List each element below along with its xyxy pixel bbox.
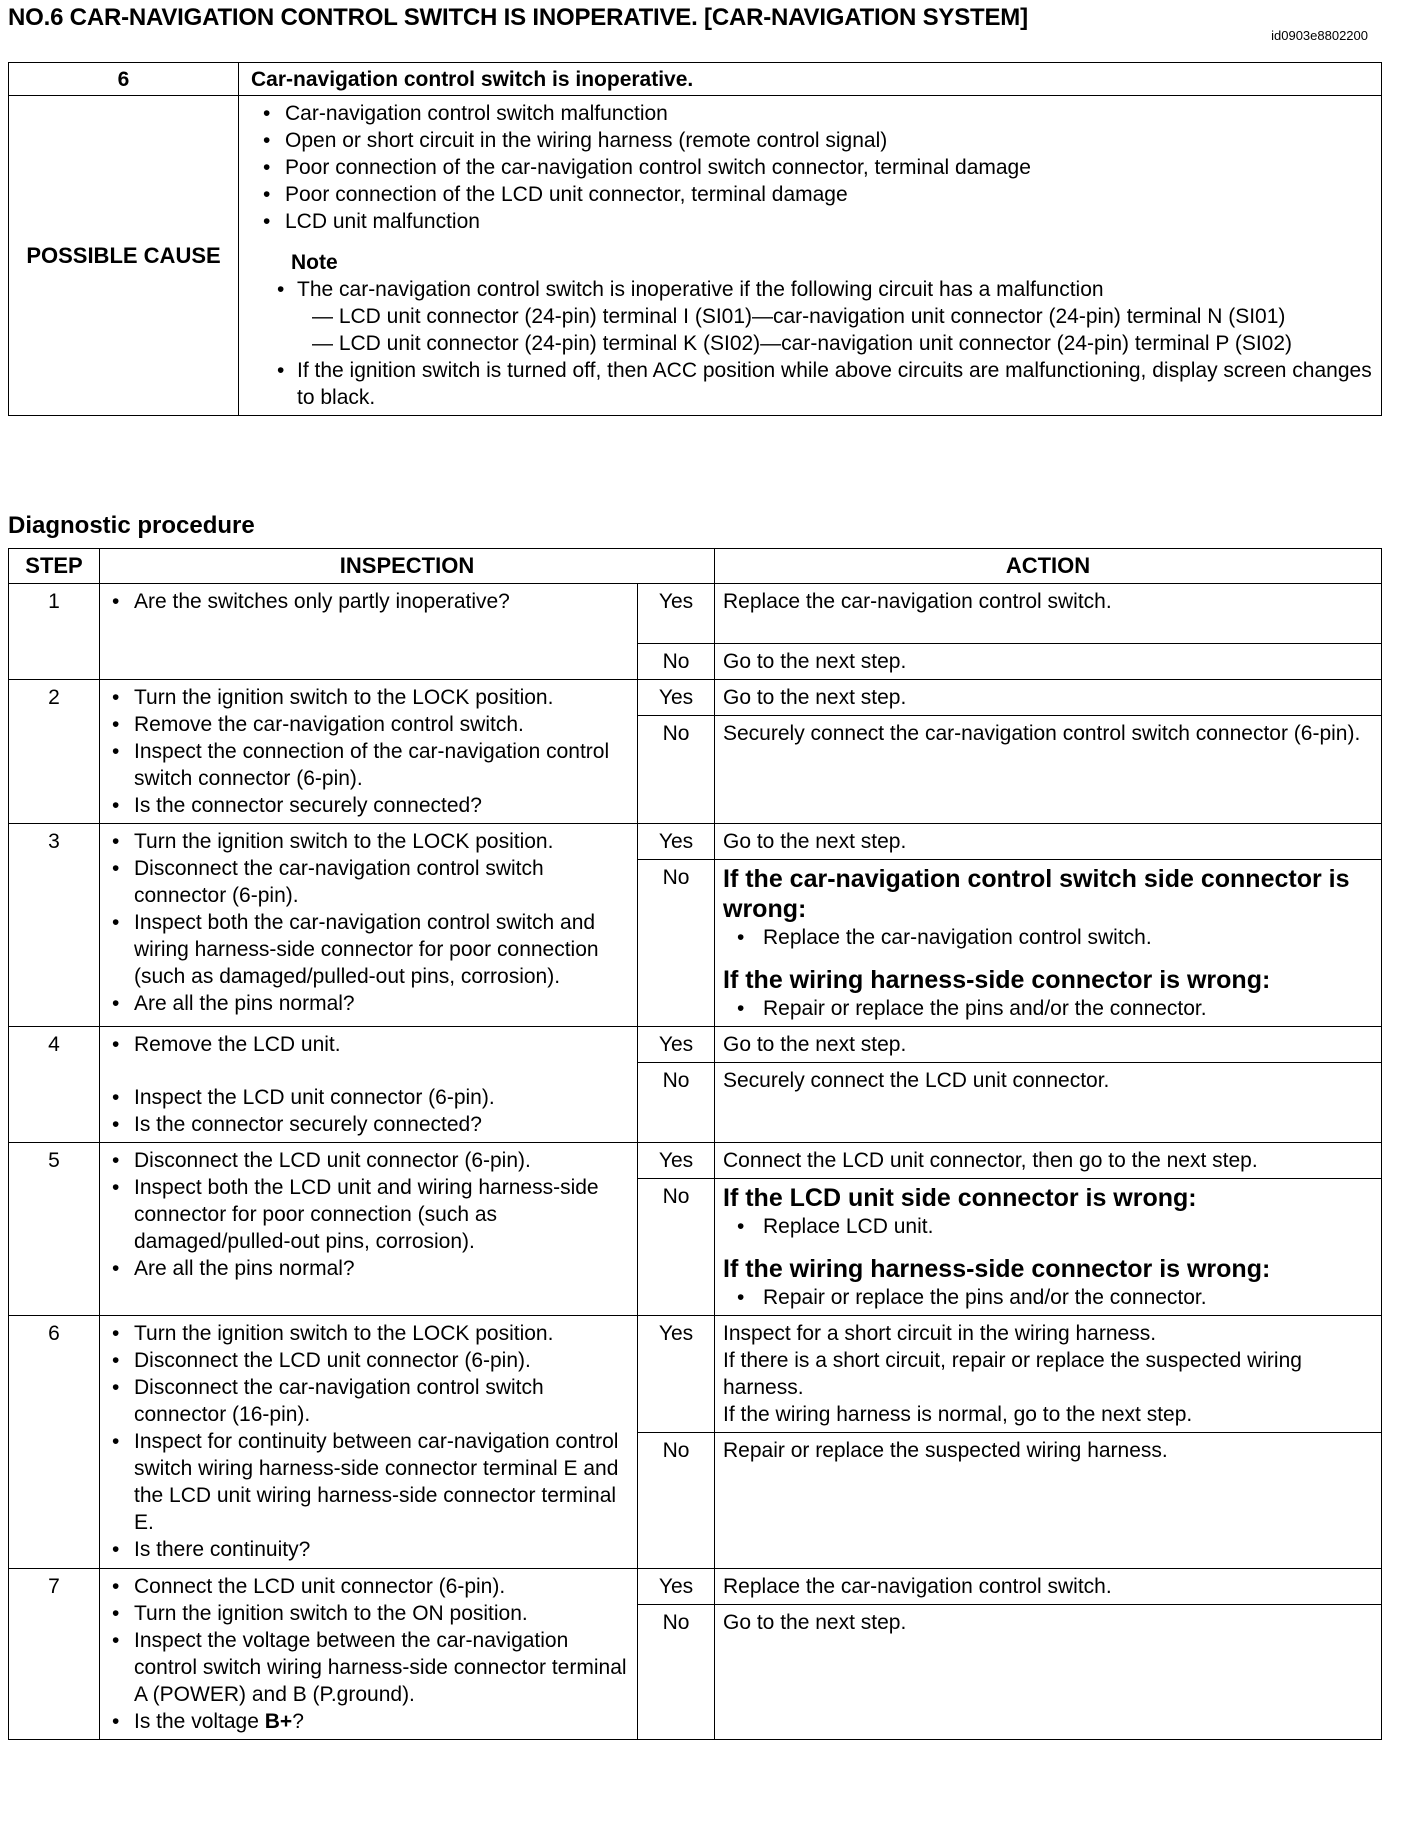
yes-label: Yes [638, 680, 715, 716]
yes-action [715, 1316, 1382, 1433]
inspection-item: • Are all the pins normal? [100, 990, 633, 1017]
step-inspection [100, 1143, 638, 1316]
no-action-item: • Replace LCD unit. [723, 1213, 1375, 1240]
cause-item: • Open or short circuit in the wiring harness (remote control signal) [251, 127, 1373, 154]
yes-action: Go to the next step. [715, 824, 1382, 860]
inspection-item: • Disconnect the LCD unit connector (6-pin). [100, 1147, 633, 1174]
inspection-item: • Are all the pins normal? [100, 1255, 633, 1282]
step-number: 3 [9, 824, 100, 1027]
yes-action: Go to the next step. [715, 680, 1382, 716]
col-step-header: STEP [9, 549, 100, 584]
step-number: 2 [9, 680, 100, 824]
step-inspection [100, 824, 638, 1027]
no-action-heading: If the wiring harness-side connector is wrong: [723, 1255, 1271, 1283]
no-action: Securely connect the car-navigation control switch connector (6-pin). [715, 716, 1382, 824]
no-action: Go to the next step. [715, 644, 1382, 680]
step-number: 7 [9, 1569, 100, 1740]
step-number: 6 [9, 1316, 100, 1569]
inspection-text: ? [292, 1710, 304, 1733]
inspection-item: • Are the switches only partly inoperative? [100, 588, 633, 615]
step-inspection [100, 680, 638, 824]
yes-action-line: If there is a short circuit, repair or replace the suspected wiring harness. [723, 1349, 1302, 1399]
inspection-item: • Connect the LCD unit connector (6-pin). [100, 1573, 633, 1600]
no-label: No [638, 644, 715, 680]
no-action-item: • Repair or replace the pins and/or the connector. [723, 995, 1375, 1022]
note-list-2 [251, 357, 1373, 411]
no-action-item: • Repair or replace the pins and/or the connector. [723, 1284, 1375, 1311]
inspection-item: • Turn the ignition switch to the ON position. [100, 1600, 633, 1627]
inspection-item: • Is there continuity? [100, 1536, 633, 1563]
no-action [715, 1179, 1382, 1316]
no-label: No [638, 1605, 715, 1740]
inspection-item: • Inspect both the LCD unit and wiring harness-side connector for poor connection (such as damaged/pulled-out pins, corrosion). [100, 1174, 633, 1255]
col-action-header: ACTION [715, 549, 1382, 584]
inspection-item: • Disconnect the car-navigation control switch connector (16-pin). [100, 1374, 633, 1428]
step-inspection [100, 1569, 638, 1740]
yes-label: Yes [638, 824, 715, 860]
inspection-item: • Remove the LCD unit. [100, 1031, 633, 1058]
no-action [715, 860, 1382, 1027]
note-item [259, 276, 1373, 303]
step-number: 5 [9, 1143, 100, 1316]
yes-action: Go to the next step. [715, 1027, 1382, 1063]
inspection-item: • Disconnect the car-navigation control switch connector (6-pin). [100, 855, 633, 909]
yes-action: Replace the car-navigation control switch. [715, 1569, 1382, 1605]
yes-action: Replace the car-navigation control switch. [715, 584, 1382, 644]
no-action: Securely connect the LCD unit connector. [715, 1063, 1382, 1143]
col-inspection-header: INSPECTION [100, 549, 715, 584]
no-action: Repair or replace the suspected wiring harness. [715, 1433, 1382, 1569]
inspection-item: • Inspect the connection of the car-navigation control switch connector (6-pin). [100, 738, 633, 792]
no-action: Go to the next step. [715, 1605, 1382, 1740]
step-inspection [100, 1027, 638, 1143]
note-title: Note [291, 251, 338, 274]
diagnostic-table [8, 548, 1382, 1740]
diagnostic-procedure-heading: Diagnostic procedure [8, 512, 255, 539]
no-label: No [638, 860, 715, 1027]
note-list [251, 276, 1373, 303]
inspection-item: • Is the connector securely connected? [100, 792, 633, 819]
yes-label: Yes [638, 1569, 715, 1605]
symptom-title: Car-navigation control switch is inoperative. [239, 63, 1382, 96]
possible-cause-label: POSSIBLE CAUSE [9, 96, 239, 416]
no-action-heading: If the LCD unit side connector is wrong: [723, 1184, 1197, 1212]
yes-action-line: Inspect for a short circuit in the wiring harness. [723, 1322, 1157, 1345]
cause-item: • Poor connection of the LCD unit connector, terminal damage [251, 181, 1373, 208]
step-inspection [100, 1316, 638, 1569]
note-item: • If the ignition switch is turned off, then ACC position while above circuits are malfunctioning, display screen changes to black. [259, 357, 1373, 411]
inspection-item [100, 1708, 633, 1735]
inspection-item: • Disconnect the LCD unit connector (6-pin). [100, 1347, 633, 1374]
possible-cause-table [8, 62, 1382, 416]
step-inspection [100, 584, 638, 680]
inspection-item: • Inspect the LCD unit connector (6-pin). [100, 1084, 633, 1111]
yes-action-line: If the wiring harness is normal, go to the next step. [723, 1403, 1193, 1426]
no-label: No [638, 716, 715, 824]
voltage-value: B+ [264, 1710, 293, 1733]
symptom-number: 6 [9, 63, 239, 96]
inspection-item: • Inspect for continuity between car-navigation control switch wiring harness-side connector terminal E and the LCD unit wiring harness-side connector terminal E. [100, 1428, 633, 1536]
page-title: NO.6 CAR-NAVIGATION CONTROL SWITCH IS INOPERATIVE. [CAR-NAVIGATION SYSTEM] [8, 4, 1028, 31]
no-action-heading: If the car-navigation control switch side connector is wrong: [723, 865, 1350, 923]
no-label: No [638, 1179, 715, 1316]
note-circuit-2: — LCD unit connector (24-pin) terminal K (SI02)—car-navigation unit connector (24-pin) terminal P (SI02) [312, 332, 1293, 355]
yes-action: Connect the LCD unit connector, then go to the next step. [715, 1143, 1382, 1179]
inspection-item: • Turn the ignition switch to the LOCK position. [100, 828, 633, 855]
yes-label: Yes [638, 584, 715, 644]
inspection-text: Is the voltage [134, 1710, 265, 1733]
step-number: 1 [9, 584, 100, 680]
inspection-item: • Turn the ignition switch to the LOCK position. [100, 1320, 633, 1347]
cause-item: • Car-navigation control switch malfunction [251, 100, 1373, 127]
inspection-item: • Is the connector securely connected? [100, 1111, 633, 1138]
cause-item: • Poor connection of the car-navigation control switch connector, terminal damage [251, 154, 1373, 181]
step-number: 4 [9, 1027, 100, 1143]
inspection-item: • Inspect the voltage between the car-navigation control switch wiring harness-side connector terminal A (POWER) and B (P.ground). [100, 1627, 633, 1708]
no-label: No [638, 1063, 715, 1143]
yes-label: Yes [638, 1143, 715, 1179]
inspection-item: • Remove the car-navigation control switch. [100, 711, 633, 738]
possible-cause-body [239, 96, 1382, 416]
inspection-item: • Turn the ignition switch to the LOCK position. [100, 684, 633, 711]
note-text: • The car-navigation control switch is inoperative if the following circuit has a malfunction [297, 278, 1104, 301]
yes-label: Yes [638, 1316, 715, 1433]
cause-list [251, 100, 1373, 235]
no-action-heading: If the wiring harness-side connector is wrong: [723, 966, 1271, 994]
no-label: No [638, 1433, 715, 1569]
cause-item: • LCD unit malfunction [251, 208, 1373, 235]
yes-label: Yes [638, 1027, 715, 1063]
inspection-item: • Inspect both the car-navigation control switch and wiring harness-side connector for poor connection (such as damaged/pulled-out pins, corrosion). [100, 909, 633, 990]
document-id: id0903e8802200 [1271, 28, 1368, 43]
no-action-item: • Replace the car-navigation control switch. [723, 924, 1375, 951]
note-circuit-1: — LCD unit connector (24-pin) terminal I (SI01)—car-navigation unit connector (24-pin) terminal N (SI01) [312, 305, 1286, 328]
